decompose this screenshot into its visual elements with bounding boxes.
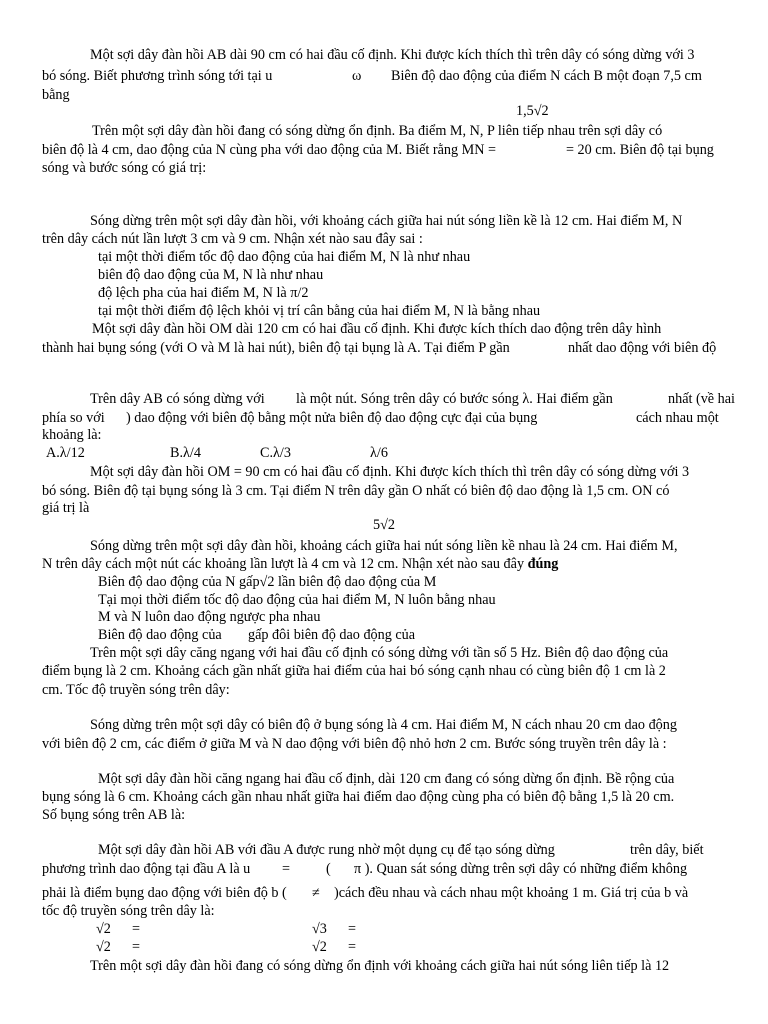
- p7-option-2: Tại mọi thời điểm tốc độ dao động của hai điểm M, N luôn bằng nhau: [98, 592, 496, 608]
- p7-line1: Sóng dừng trên một sợi dây đàn hồi, khoảng cách giữa hai nút sóng liền kề nhau là 24 cm. Hai điểm M,: [90, 538, 678, 554]
- p11-answer-d-eq: =: [348, 939, 357, 955]
- p7-option-3: M và N luôn dao động ngược pha nhau: [98, 609, 321, 625]
- p5-line2c: cách nhau một: [636, 410, 719, 426]
- p7-line2: [42, 555, 558, 573]
- p5-option-a: A.λ/12: [46, 445, 85, 461]
- p7-option-4a: Biên độ dao động của: [98, 627, 222, 643]
- p11-line4: tốc độ truyền sóng trên dây là:: [42, 903, 215, 919]
- p6-line2: bó sóng. Biên độ tại bụng sóng là 3 cm. Tại điểm N trên dây gần O nhất có biên độ dao động là 1,5 cm. ON có: [42, 483, 670, 499]
- p11-line2a: phương trình dao động tại đầu A là u: [42, 861, 251, 877]
- p8-line3: cm. Tốc độ truyền sóng trên dây:: [42, 682, 230, 698]
- p1-line3: bằng: [42, 87, 70, 103]
- p3-option-3: độ lệch pha của hai điểm M, N là π/2: [98, 285, 309, 301]
- p10-line2: bụng sóng là 6 cm. Khoảng cách gần nhau nhất giữa hai điểm dao động cùng pha có biên độ bằng 1,5 là 20 cm.: [42, 789, 675, 805]
- p4-line1: Một sợi dây đàn hồi OM dài 120 cm có hai đầu cố định. Khi được kích thích dao động trên dây hình: [92, 321, 662, 337]
- p1-line2a: bó sóng. Biết phương trình sóng tới tại u: [42, 68, 273, 84]
- p5-line1c: nhất (về hai: [668, 391, 735, 407]
- p2-line3: sóng và bước sóng có giá trị:: [42, 160, 207, 176]
- p5-line2a: phía so với: [42, 410, 105, 426]
- p11-line3c: )cách đều nhau và cách nhau một khoảng 1 m. Giá trị của b và: [334, 885, 689, 901]
- p11-line1a: Một sợi dây đàn hồi AB với đầu A được rung nhờ một dụng cụ để tạo sóng dừng: [98, 842, 555, 858]
- p5-option-d: λ/6: [370, 445, 388, 461]
- p11-answer-c-eq: =: [132, 939, 141, 955]
- p5-line3: khoảng là:: [42, 427, 102, 443]
- p11-answer-a-sqrt: √2: [96, 921, 111, 937]
- p7-option-4b: gấp đôi biên độ dao động của: [248, 627, 416, 643]
- p11-line2d: π ). Quan sát sóng dừng trên sợi dây có những điểm không: [354, 861, 688, 877]
- p12-line1: Trên một sợi dây đàn hồi đang có sóng dừng ổn định với khoảng cách giữa hai nút sóng liên tiếp là 12: [90, 958, 670, 974]
- p6-line4: 5√2: [373, 517, 395, 533]
- p1-line2c: Biên độ dao động của điểm N cách B một đoạn 7,5 cm: [391, 68, 702, 84]
- p11-line2c: (: [326, 861, 331, 877]
- p9-line1: Sóng dừng trên một sợi dây có biên độ ở bụng sóng là 4 cm. Hai điểm M, N cách nhau 20 cm dao động: [90, 717, 677, 733]
- p2-line2a: biên độ là 4 cm, dao động của N cùng pha với dao động của M. Biết rằng MN =: [42, 142, 497, 158]
- p3-option-2: biên độ dao động của M, N là như nhau: [98, 267, 324, 283]
- p2-line2b: = 20 cm. Biên độ tại bụng: [566, 142, 714, 158]
- p8-line2: điểm bụng là 2 cm. Khoảng cách gần nhất giữa hai điểm của hai bó sóng cạnh nhau có cùng biên độ 1 cm là 2: [42, 663, 666, 679]
- p11-answer-b-eq: =: [348, 921, 357, 937]
- p9-line2: với biên độ 2 cm, các điểm ở giữa M và N dao động với biên độ nhỏ hơn 2 cm. Bước sóng truyền trên dây là :: [42, 736, 667, 752]
- p3-line2: trên dây cách nút lần lượt 3 cm và 9 cm. Nhận xét nào sau đây sai :: [42, 231, 423, 247]
- p7-line2-text: N trên dây cách một nút các khoảng lần lượt là 4 cm và 12 cm. Nhận xét nào sau đây: [42, 556, 525, 572]
- p11-answer-b-sqrt: √3: [312, 921, 327, 937]
- p5-option-b: B.λ/4: [170, 445, 201, 461]
- p11-line2b: =: [282, 861, 291, 877]
- p1-line4: 1,5√2: [516, 103, 549, 119]
- p10-line1: Một sợi dây đàn hồi căng ngang hai đầu cố định, dài 120 cm đang có sóng dừng ổn định. Bề rộng của: [98, 771, 675, 787]
- p5-line1b: là một nút. Sóng trên dây có bước sóng λ. Hai điểm gần: [296, 391, 613, 407]
- p3-line1: Sóng dừng trên một sợi dây đàn hồi, với khoảng cách giữa hai nút sóng liền kề là 12 cm. Hai điểm M, N: [90, 213, 683, 229]
- p2-line1: Trên một sợi dây đàn hồi đang có sóng dừng ổn định. Ba điểm M, N, P liên tiếp nhau trên sợi dây có: [92, 123, 663, 139]
- p4-line2b: nhất dao động với biên độ: [568, 340, 717, 356]
- p3-option-4: tại một thời điểm độ lệch khỏi vị trí cân bằng của hai điểm M, N là bằng nhau: [98, 303, 541, 319]
- p10-line3: Số bụng sóng trên AB là:: [42, 807, 186, 823]
- p4-line2a: thành hai bụng sóng (với O và M là hai nút), biên độ tại bụng là A. Tại điểm P gần: [42, 340, 510, 356]
- p11-line1b: trên dây, biết: [630, 842, 704, 858]
- p1-line2b: ω: [352, 68, 362, 84]
- p5-line1a: Trên dây AB có sóng dừng với: [90, 391, 265, 407]
- p11-line3a: phải là điểm bụng dao động với biên độ b (: [42, 885, 287, 901]
- p11-answer-a-eq: =: [132, 921, 141, 937]
- p8-line1: Trên một sợi dây căng ngang với hai đầu cố định có sóng dừng với tần số 5 Hz. Biên độ dao động của: [90, 645, 669, 661]
- p3-option-1: tại một thời điểm tốc độ dao động của hai điểm M, N là như nhau: [98, 249, 471, 265]
- p6-line3: giá trị là: [42, 500, 90, 516]
- p11-answer-c-sqrt: √2: [96, 939, 111, 955]
- p7-keyword-dung: đúng: [527, 556, 559, 572]
- p1-line1: Một sợi dây đàn hồi AB dài 90 cm có hai đầu cố định. Khi được kích thích thì trên dây có sóng dừng với 3: [90, 47, 695, 63]
- p7-option-1: Biên độ dao động của N gấp√2 lần biên độ dao động của M: [98, 574, 437, 590]
- p6-line1: Một sợi dây đàn hồi OM = 90 cm có hai đầu cố định. Khi được kích thích thì trên dây có sóng dừng với 3: [90, 464, 690, 480]
- p11-answer-d-sqrt: √2: [312, 939, 327, 955]
- p11-line3b: ≠: [312, 885, 320, 901]
- p5-option-c: C.λ/3: [260, 445, 291, 461]
- p5-line2b: ) dao động với biên độ bằng một nửa biên độ dao động cực đại của bụng: [126, 410, 538, 426]
